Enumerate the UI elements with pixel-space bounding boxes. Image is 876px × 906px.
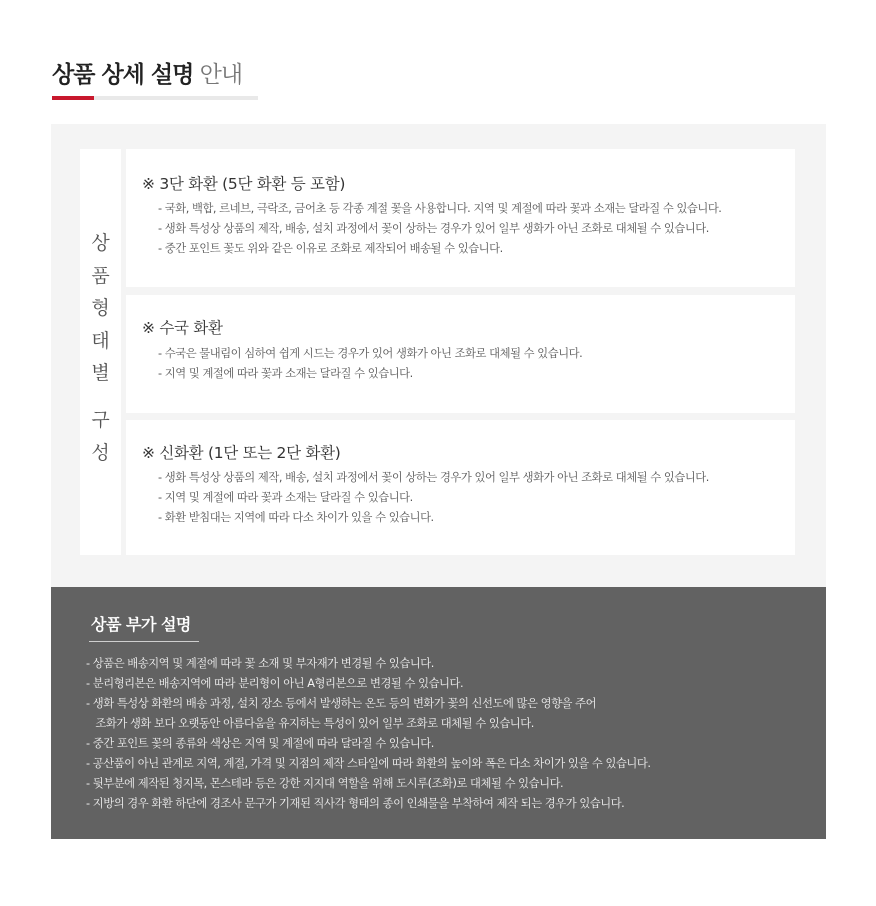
page-title-light: 안내 <box>199 62 243 88</box>
side-label-char: 태 <box>91 329 110 352</box>
list-item: - 수국은 물내림이 심하여 쉽게 시드는 경우가 있어 생화가 아닌 조화로 대체될 수 있습니다. <box>158 347 583 360</box>
list-item: - 뒷부분에 제작된 청지목, 몬스테라 등은 강한 지지대 역할을 위해 도시루(조화)로 대체될 수 있습니다. <box>86 777 564 790</box>
card-list <box>142 344 795 384</box>
card-list <box>142 199 795 259</box>
list-item: - 중간 포인트 꽃도 위와 같은 이유로 조화로 제작되어 배송될 수 있습니다. <box>158 242 503 255</box>
card-heading: ※ 3단 화환 (5단 화환 등 포함) <box>142 175 346 193</box>
list-item: - 분리형리본은 배송지역에 따라 분리형이 아닌 A형리본으로 변경될 수 있습니다. <box>86 677 464 690</box>
list-item: - 생화 특성상 상품의 제작, 배송, 설치 과정에서 꽃이 상하는 경우가 있어 일부 생화가 아닌 조화로 대체될 수 있습니다. <box>158 222 709 235</box>
title-underline-accent <box>52 96 94 100</box>
list-item: - 지역 및 계절에 따라 꽃과 소재는 달라질 수 있습니다. <box>158 367 413 380</box>
side-label-char: 형 <box>91 297 110 320</box>
list-item: - 화환 받침대는 지역에 따라 다소 차이가 있을 수 있습니다. <box>158 511 434 524</box>
list-item: 조화가 생화 보다 오랫동안 아름다움을 유지하는 특성이 있어 일부 조화로 대체될 수 있습니다. <box>86 717 534 730</box>
list-item: - 생화 특성상 화환의 배송 과정, 설치 장소 등에서 발생하는 온도 등의 변화가 꽃의 신선도에 많은 영향을 주어 <box>86 697 597 710</box>
side-label <box>80 149 121 555</box>
side-label-char: 별 <box>91 362 110 385</box>
card-heading: ※ 수국 화환 <box>142 319 223 337</box>
list-item: - 지방의 경우 화환 하단에 경조사 문구가 기재된 직사각 형태의 종이 인쇄물을 부착하여 제작 되는 경우가 있습니다. <box>86 797 625 810</box>
extra-info-underline <box>89 641 199 642</box>
page-title-strong: 상품 상세 설명 <box>52 62 194 88</box>
card-3tier-wreath <box>126 149 795 287</box>
card-list <box>142 468 795 528</box>
card-new-wreath <box>126 420 795 555</box>
title-underline <box>52 96 258 100</box>
extra-info-list <box>86 654 650 814</box>
extra-info-title: 상품 부가 설명 <box>91 615 191 634</box>
list-item: - 지역 및 계절에 따라 꽃과 소재는 달라질 수 있습니다. <box>158 491 413 504</box>
list-item: - 생화 특성상 상품의 제작, 배송, 설치 과정에서 꽃이 상하는 경우가 있어 일부 생화가 아닌 조화로 대체될 수 있습니다. <box>158 471 709 484</box>
list-item: - 국화, 백합, 르네브, 극락조, 금어초 등 각종 계절 꽃을 사용합니다. 지역 및 계절에 따라 꽃과 소재는 달라질 수 있습니다. <box>158 202 722 215</box>
list-item: - 중간 포인트 꽃의 종류와 색상은 지역 및 계절에 따라 달라질 수 있습니다. <box>86 737 434 750</box>
page-title <box>52 60 258 90</box>
card-heading: ※ 신화환 (1단 또는 2단 화환) <box>142 444 341 462</box>
card-hydrangea-wreath <box>126 295 795 413</box>
side-label-char: 상 <box>91 232 110 254</box>
section-header <box>52 60 258 90</box>
list-item: - 공산품이 아닌 관계로 지역, 계절, 가격 및 지점의 제작 스타일에 따라 화환의 높이와 폭은 다소 차이가 있을 수 있습니다. <box>86 757 651 770</box>
side-label-char: 구 <box>91 408 110 431</box>
extra-info-panel <box>51 587 826 839</box>
side-label-char: 품 <box>91 264 110 287</box>
side-label-char: 성 <box>91 441 110 464</box>
list-item: - 상품은 배송지역 및 계절에 따라 꽃 소재 및 부자재가 변경될 수 있습니다. <box>86 657 434 670</box>
